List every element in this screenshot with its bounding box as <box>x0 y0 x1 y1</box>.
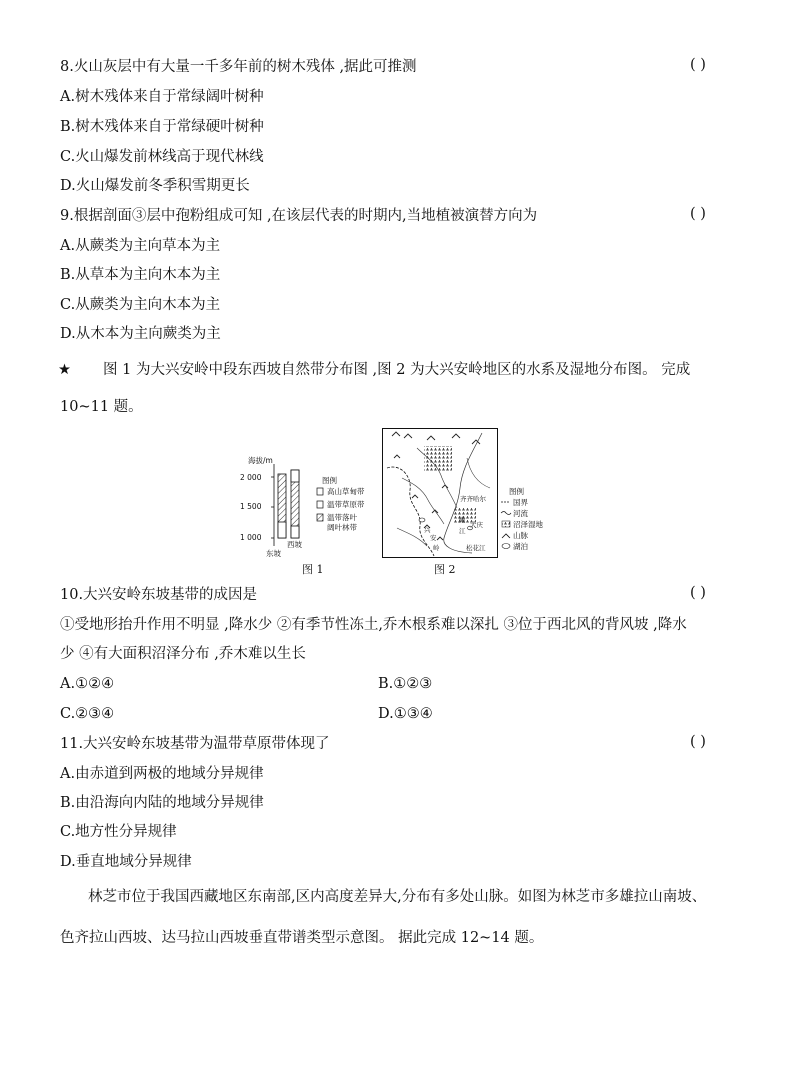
q9-option-a: A.从蕨类为主向草本为主 <box>60 238 221 254</box>
fig2-map <box>382 428 498 558</box>
fig2-place-daqing: 大庆 <box>470 521 483 529</box>
fig2-legend-mountain: 山脉 <box>513 531 528 540</box>
q10-option-c: C.②③④ <box>60 706 115 722</box>
fig2-legend-lake: 湖泊 <box>513 542 528 551</box>
q10-option-d: D.①③④ <box>378 706 433 722</box>
intro-10-11-line1: 图 1 为大兴安岭中段东西坡自然带分布图 ,图 2 为大兴安岭地区的水系及湿地分布图。 完成 <box>103 362 691 378</box>
answer-paren-10: ( ) <box>690 585 706 601</box>
fig1-legend-deciduous-2: 阔叶林带 <box>327 523 357 532</box>
fig2-legend-title: 图例 <box>509 487 524 496</box>
fig1-legend-title: 图例 <box>322 476 337 485</box>
q11-option-b: B.由沿海向内陆的地域分异规律 <box>60 795 264 811</box>
fig1-legend-alpine-meadow: 高山草甸带 <box>327 487 365 496</box>
q10-statements-line2: 少 ④有大面积沼泽分布 ,乔木难以生长 <box>60 646 306 662</box>
q9-option-d: D.从木本为主向蕨类为主 <box>60 326 221 342</box>
fig2-legend-border: 国界 <box>513 498 528 507</box>
fig1-west-label: 西坡 <box>287 540 302 549</box>
q11-option-a: A.由赤道到两极的地域分异规律 <box>60 766 264 782</box>
fig2-place-qiqihar: 齐齐哈尔 <box>460 495 486 503</box>
q10-option-a: A.①②④ <box>60 676 115 692</box>
q10-option-b: B.①②③ <box>378 676 433 692</box>
q8-option-d: D.火山爆发前冬季积雪期更长 <box>60 178 250 194</box>
intro-10-11-line2: 10~11 题。 <box>60 399 143 415</box>
answer-paren-9: ( ) <box>690 206 706 222</box>
fig1-tick-2000: 2 000 <box>240 473 262 482</box>
fig2-place-an: 安 <box>430 534 437 542</box>
question-8-stem: 8.火山灰层中有大量一千多年前的树木残体 ,据此可推测 <box>60 59 417 75</box>
fig2-place-ling: 岭 <box>433 544 440 552</box>
fig2-legend-wetland: 沼泽湿地 <box>513 520 543 529</box>
fig2-place-xing: 兴 <box>424 526 431 534</box>
fig1-ylabel: 海拔/m <box>248 456 273 465</box>
question-9-stem: 9.根据剖面③层中孢粉组成可知 ,在该层代表的时期内,当地植被演替方向为 <box>60 208 538 224</box>
fig1-east-label: 东坡 <box>266 549 281 558</box>
fig1-tick-1500: 1 500 <box>240 502 262 511</box>
q8-option-a: A.树木残体来自于常绿阔叶树种 <box>60 89 264 105</box>
answer-paren-8: ( ) <box>690 57 706 73</box>
question-10-stem: 10.大兴安岭东坡基带的成因是 <box>60 587 258 603</box>
intro-12-14-line2: 色齐拉山西坡、达马拉山西坡垂直带谱类型示意图。 据此完成 12~14 题。 <box>60 930 544 946</box>
figure-2-caption: 图 2 <box>434 563 456 576</box>
figure-1-caption: 图 1 <box>302 563 324 576</box>
fig2-place-nen: 嫩 <box>459 516 466 524</box>
intro-12-14-line1: 林芝市位于我国西藏地区东南部,区内高度差异大,分布有多处山脉。如图为林芝市多雄拉山南坡、 <box>88 889 707 905</box>
fig2-legend-symbols <box>500 498 512 552</box>
fig1-legend-swatches <box>316 487 326 533</box>
fig1-tick-1000: 1 000 <box>240 533 262 542</box>
fig2-place-jiang: 江 <box>459 527 466 535</box>
q8-option-b: B.树木残体来自于常绿硬叶树种 <box>60 119 264 135</box>
q11-option-d: D.垂直地域分异规律 <box>60 854 192 870</box>
q9-option-b: B.从草本为主向木本为主 <box>60 267 221 283</box>
question-11-stem: 11.大兴安岭东坡基带为温带草原带体现了 <box>60 736 330 752</box>
answer-paren-11: ( ) <box>690 734 706 750</box>
fig1-legend-temperate-steppe: 温带草原带 <box>327 500 365 509</box>
q8-option-c: C.火山爆发前林线高于现代林线 <box>60 149 264 165</box>
fig1-legend-deciduous-1: 温带落叶 <box>327 513 357 522</box>
q9-option-c: C.从蕨类为主向木本为主 <box>60 297 221 313</box>
fig2-legend-river: 河流 <box>513 509 528 518</box>
fig1-slope-columns <box>262 464 308 550</box>
q10-statements-line1: ①受地形抬升作用不明显 ,降水少 ②有季节性冻土,乔木根系难以深扎 ③位于西北风的背风坡 ,降水 <box>60 617 687 633</box>
q11-option-c: C.地方性分异规律 <box>60 824 177 840</box>
star-icon: ★ <box>58 362 71 378</box>
fig2-place-songhua: 松花江 <box>466 544 486 552</box>
